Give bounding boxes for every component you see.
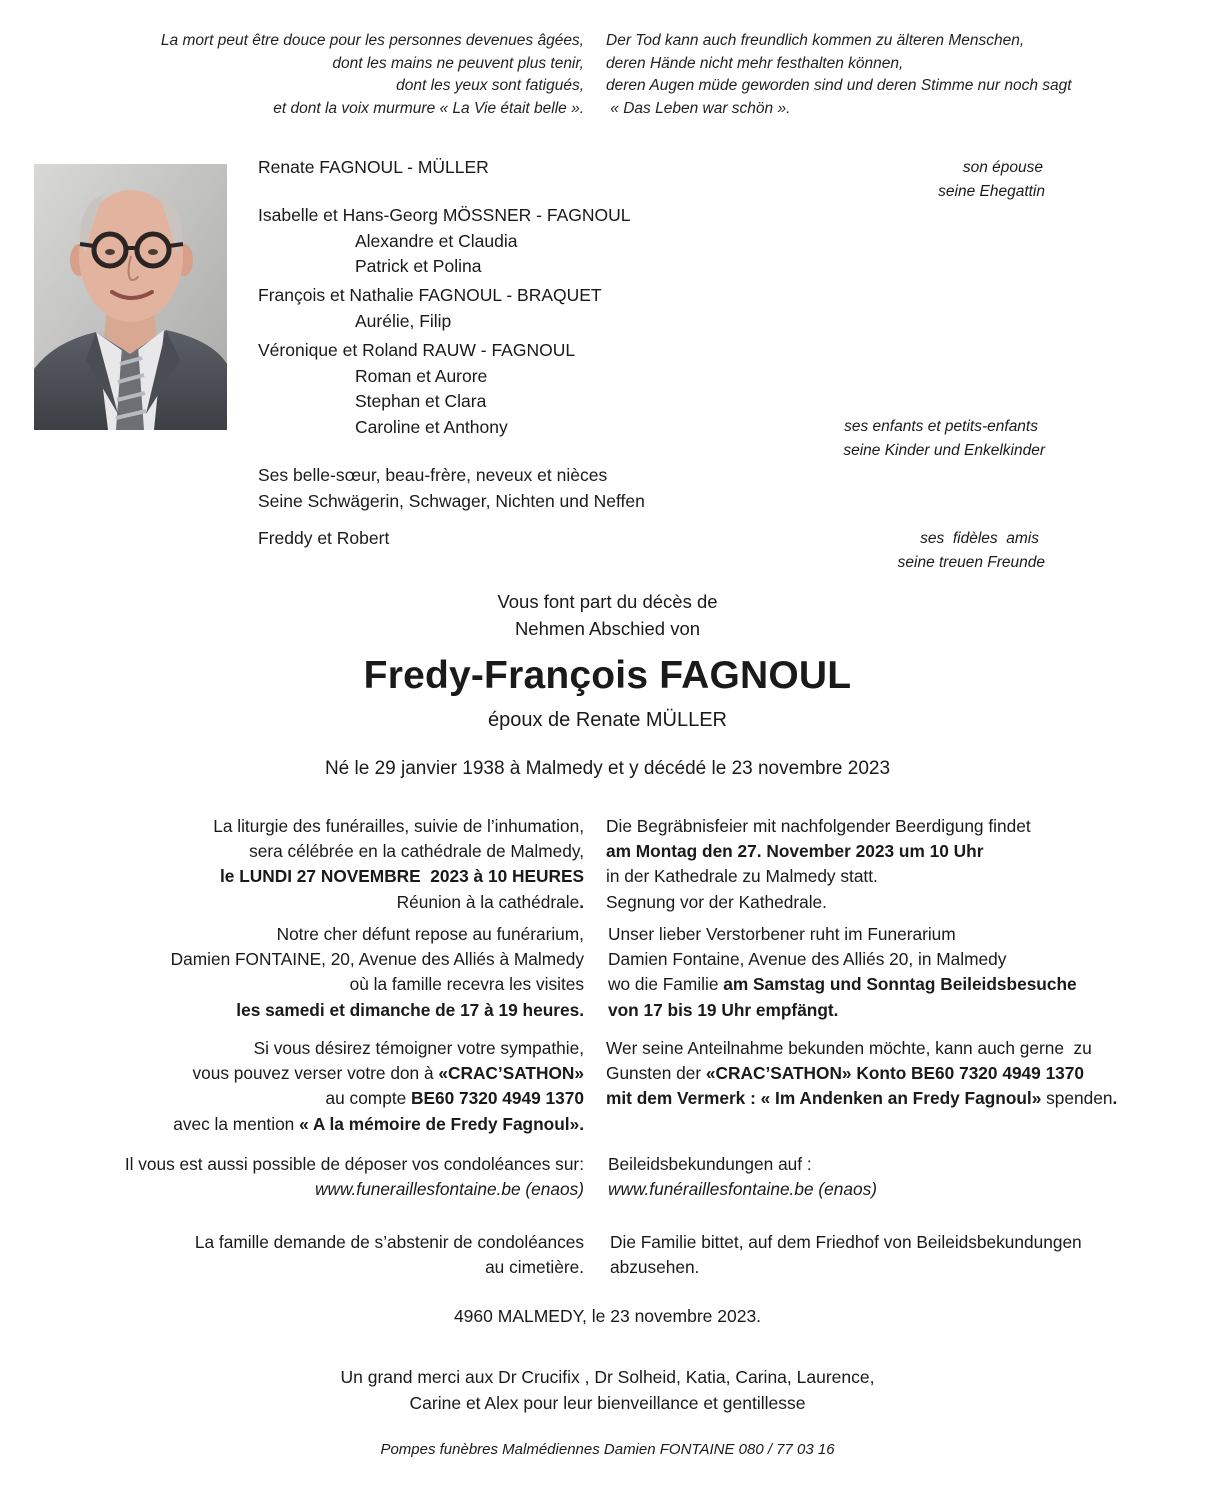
poem-de-line: « Das Leben war schön ».	[606, 100, 791, 118]
bank-account: BE60 7320 4949 1370	[411, 1088, 584, 1109]
deceased-name: Fredy-François FAGNOUL	[363, 654, 852, 697]
condolences-website[interactable]: www.funeraillesfontaine.be (enaos)	[315, 1179, 584, 1200]
condolences-de-line: Beileidsbekundungen auf :	[608, 1154, 812, 1174]
condolences-fr-line: Il vous est aussi possible de déposer vos condoléances sur:	[124, 1154, 584, 1174]
funerarium-de	[608, 922, 1198, 1023]
funeral-de-line: Segnung vor der Kathedrale.	[606, 891, 827, 912]
funerarium-de-line: Damien Fontaine, Avenue des Alliés 20, in Malmedy	[608, 949, 1007, 970]
cemetery-fr	[60, 1230, 584, 1280]
funeral-home-footer: Pompes funèbres Malmédiennes Damien FONTAINE 080 / 77 03 16	[380, 1441, 835, 1458]
poem-fr-line: dont les yeux sont fatigués,	[396, 77, 584, 95]
cemetery-fr-line: au cimetière.	[485, 1257, 584, 1278]
announcement-intro	[0, 588, 1215, 642]
friends-note-de: seine treuen Freunde	[897, 554, 1045, 571]
funerarium-fr-line: Damien FONTAINE, 20, Avenue des Alliés à Malmedy	[170, 949, 584, 970]
donation-fr	[60, 1036, 584, 1137]
funeral-fr-line: sera célébrée en la cathédrale de Malmedy,	[249, 841, 584, 862]
donation-fr-line: Si vous désirez témoigner votre sympathie,	[253, 1038, 584, 1058]
intro-fr: Vous font part du décès de	[497, 591, 718, 612]
donation-mention: mit dem Vermerk : « Im Andenken an Fredy Fagnoul»	[606, 1088, 1042, 1109]
family-inlaws	[258, 463, 645, 514]
child-3-couple: Véronique et Roland RAUW - FAGNOUL	[258, 340, 576, 360]
cemetery-de-line: abzusehen.	[610, 1257, 700, 1278]
poem-fr-line: dont les mains ne peuvent plus tenir,	[332, 54, 584, 72]
funerarium-fr	[60, 922, 584, 1023]
poem-de-line: Der Tod kann auch freundlich kommen zu älteren Menschen,	[606, 32, 1025, 49]
inlaws-fr: Ses belle-sœur, beau-frère, neveux et nièces	[258, 465, 608, 485]
family-child-1	[258, 203, 630, 280]
inlaws-de: Seine Schwägerin, Schwager, Nichten und Neffen	[258, 490, 645, 511]
donation-text: au compte	[325, 1088, 412, 1109]
family-spouse: Renate FAGNOUL - MÜLLER	[258, 157, 489, 177]
poem-de-line: deren Hände nicht mehr festhalten können,	[606, 54, 904, 72]
funerarium-de-text: wo die Familie	[608, 974, 724, 995]
thanks-line: Un grand merci aux Dr Crucifix , Dr Solheid, Katia, Carina, Laurence,	[340, 1367, 875, 1387]
donation-fr-line	[60, 1061, 584, 1086]
charity-account: «CRAC’SATHON» Konto BE60 7320 4949 1370	[705, 1063, 1085, 1084]
visiting-hours-fr: les samedi et dimanche de 17 à 19 heures.	[236, 999, 584, 1020]
funeral-fr	[60, 814, 584, 915]
friends-note-fr: ses fidèles amis	[920, 530, 1039, 547]
donation-de-line	[606, 1086, 1196, 1111]
funeral-fr-line: La liturgie des funérailles, suivie de l’inhumation,	[213, 816, 584, 836]
cemetery-de-line: Die Familie bittet, auf dem Friedhof von Beileidsbekundungen	[610, 1232, 1082, 1252]
spouse-line: époux de Renate MÜLLER	[487, 709, 728, 731]
grandchildren: Stephan et Clara	[355, 391, 487, 411]
funeral-de-date: am Montag den 27. November 2023 um 10 Uhr	[606, 841, 984, 862]
poem-fr-line: et dont la voix murmure « La Vie était belle ».	[273, 100, 584, 118]
donation-fr-line	[60, 1086, 584, 1111]
funeral-de-line: in der Kathedrale zu Malmedy statt.	[606, 866, 878, 887]
children-note-fr: ses enfants et petits-enfants	[844, 418, 1038, 435]
poem-fr-line: La mort peut être douce pour les personnes devenues âgées,	[160, 32, 584, 49]
family-child-2	[258, 283, 602, 334]
birth-death-line: Né le 29 janvier 1938 à Malmedy et y décédé le 23 novembre 2023	[324, 758, 891, 779]
grandchildren: Aurélie, Filip	[355, 310, 452, 331]
donation-text: vous pouvez verser votre don à	[192, 1063, 439, 1084]
donation-de-line	[606, 1061, 1196, 1086]
meeting-period: .	[579, 891, 584, 912]
donation-text: avec la mention	[173, 1113, 300, 1134]
visiting-days-de: am Samstag und Sonntag Beileidsbesuche	[723, 974, 1077, 995]
donation-fr-line	[60, 1112, 584, 1137]
grandchildren: Roman et Aurore	[355, 365, 488, 386]
condolences-website[interactable]: www.funéraillesfontaine.be (enaos)	[608, 1179, 877, 1200]
deceased-portrait-photo	[34, 164, 227, 430]
spouse-note-de: seine Ehegattin	[938, 183, 1045, 200]
intro-de: Nehmen Abschied von	[514, 618, 701, 639]
grandchildren: Patrick et Polina	[355, 256, 482, 276]
meeting-text: Réunion à la cathédrale	[396, 891, 580, 912]
child-2-couple: François et Nathalie FAGNOUL - BRAQUET	[258, 285, 602, 305]
poem-de-line: deren Augen müde geworden sind und deren Stimme nur noch sagt	[606, 77, 1072, 95]
family-child-3	[258, 338, 575, 440]
donation-de-line: Wer seine Anteilnahme bekunden möchte, kann auch gerne zu	[606, 1038, 1092, 1058]
cemetery-de	[610, 1230, 1200, 1280]
visiting-hours-de: von 17 bis 19 Uhr empfängt.	[608, 999, 839, 1020]
poem-french	[100, 30, 584, 121]
funeral-de	[606, 814, 1196, 915]
spouse-note-fr: son épouse	[962, 159, 1043, 176]
charity-name: «CRAC’SATHON»	[438, 1063, 584, 1084]
condolences-fr	[60, 1152, 584, 1202]
grandchildren: Caroline et Anthony	[355, 416, 508, 437]
cemetery-fr-line: La famille demande de s’abstenir de condoléances	[194, 1232, 584, 1252]
funeral-fr-line	[60, 890, 584, 915]
donation-text: spenden	[1041, 1088, 1113, 1109]
child-1-couple: Isabelle et Hans-Georg MÖSSNER - FAGNOUL	[258, 205, 631, 225]
funerarium-fr-line: où la famille recevra les visites	[349, 974, 584, 995]
donation-mention: « A la mémoire de Fredy Fagnoul».	[299, 1113, 584, 1134]
grandchildren: Alexandre et Claudia	[355, 230, 518, 251]
funerarium-de-line	[608, 972, 1198, 997]
thanks-line: Carine et Alex pour leur bienveillance et gentillesse	[409, 1392, 806, 1413]
thanks-message	[0, 1365, 1215, 1416]
condolences-de	[608, 1152, 1198, 1202]
donation-period: .	[1112, 1088, 1118, 1109]
funerarium-de-line: Unser lieber Verstorbener ruht im Funerarium	[608, 924, 956, 944]
family-friends: Freddy et Robert	[258, 528, 390, 548]
funerarium-fr-line: Notre cher défunt repose au funérarium,	[276, 924, 584, 944]
donation-de	[606, 1036, 1196, 1112]
place-and-date: 4960 MALMEDY, le 23 novembre 2023.	[453, 1306, 762, 1326]
children-note-de: seine Kinder und Enkelkinder	[843, 442, 1045, 459]
poem-german	[606, 30, 1166, 121]
funeral-de-line: Die Begräbnisfeier mit nachfolgender Beerdigung findet	[606, 816, 1031, 836]
donation-text: Gunsten der	[606, 1063, 706, 1084]
funeral-fr-date: le LUNDI 27 NOVEMBRE 2023 à 10 HEURES	[220, 866, 584, 887]
